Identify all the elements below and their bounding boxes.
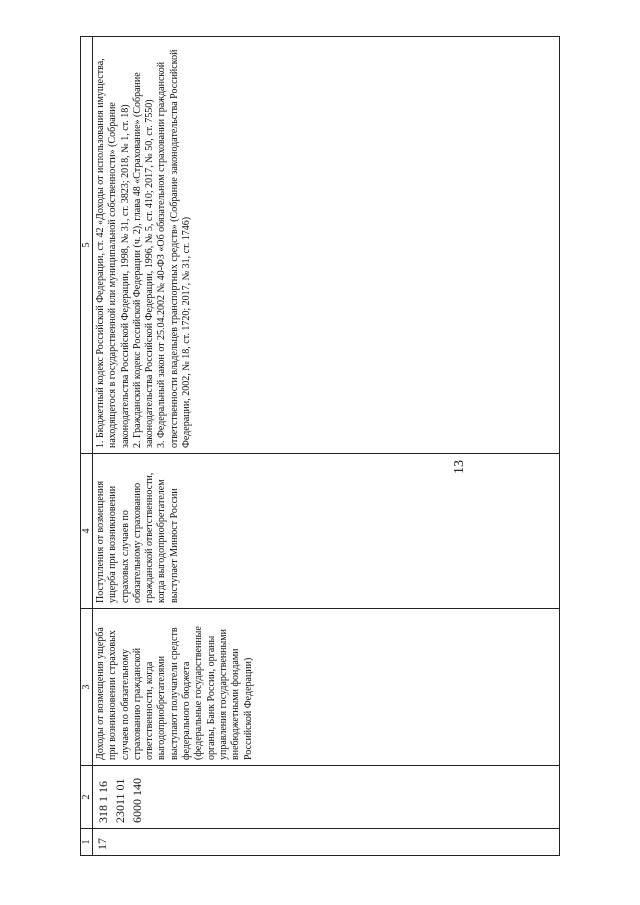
- legal-basis-item: 2. Гражданский кодекс Российской Федерации (ч. 2), глава 48 «Страхование» (Собрание законодательства Российской Федерации, 1996, № 5, ст. 410; 2017, № 50, ст. 7550): [131, 72, 156, 448]
- revenue-name: Доходы от возмещения ущерба при возникновении страховых случаев по обязательному страхованию гражданской ответственности, когда выгодоприобретателями выступают получатели средств федерального бюджета (федеральные государственные органы, Банк России, органы управления государственными внебюджетными фондами Российской Федерации): [93, 609, 560, 766]
- header-col-1: 1: [81, 829, 93, 856]
- page-number: 13: [452, 460, 467, 474]
- revenue-table: [80, 36, 560, 856]
- legal-basis: [93, 37, 560, 454]
- rotated-table-wrapper: [80, 36, 560, 856]
- row-number: 17: [93, 829, 560, 856]
- header-col-4: 4: [81, 454, 93, 609]
- header-row: [81, 37, 93, 856]
- header-col-3: 3: [81, 609, 93, 766]
- revenue-description: Поступления от возмещения ущерба при возникновении страховых случаев по обязательному страхованию гражданской ответственности, когда выгодоприобретателем выступает Минюст России: [93, 454, 560, 609]
- table-row: [93, 37, 560, 856]
- legal-basis-item: 1. Бюджетный кодекс Российской Федерации, ст. 42 «Доходы от использования имущества, находящегося в государственной или муниципальной собственности» (Собрание законодательства Российской Федерации, 1998, № 31, ст. 3823; 2018, № 1, ст. 18): [95, 58, 131, 448]
- header-col-5: 5: [81, 37, 93, 454]
- legal-basis-item: 3. Федеральный закон от 25.04.2002 № 40-ФЗ «Об обязательном страховании гражданской ответственности владельцев транспортных средств» (Собрание законодательства Российской Федерации, 2002, № 18, ст. 1720; 2017, № 31, ст. 1746): [156, 49, 193, 448]
- code-line: 318 1 16: [96, 781, 110, 823]
- code-line: 6000 140: [130, 778, 144, 823]
- header-col-2: 2: [81, 766, 93, 829]
- code-line: 23011 01: [113, 778, 127, 823]
- revenue-code: [93, 766, 560, 829]
